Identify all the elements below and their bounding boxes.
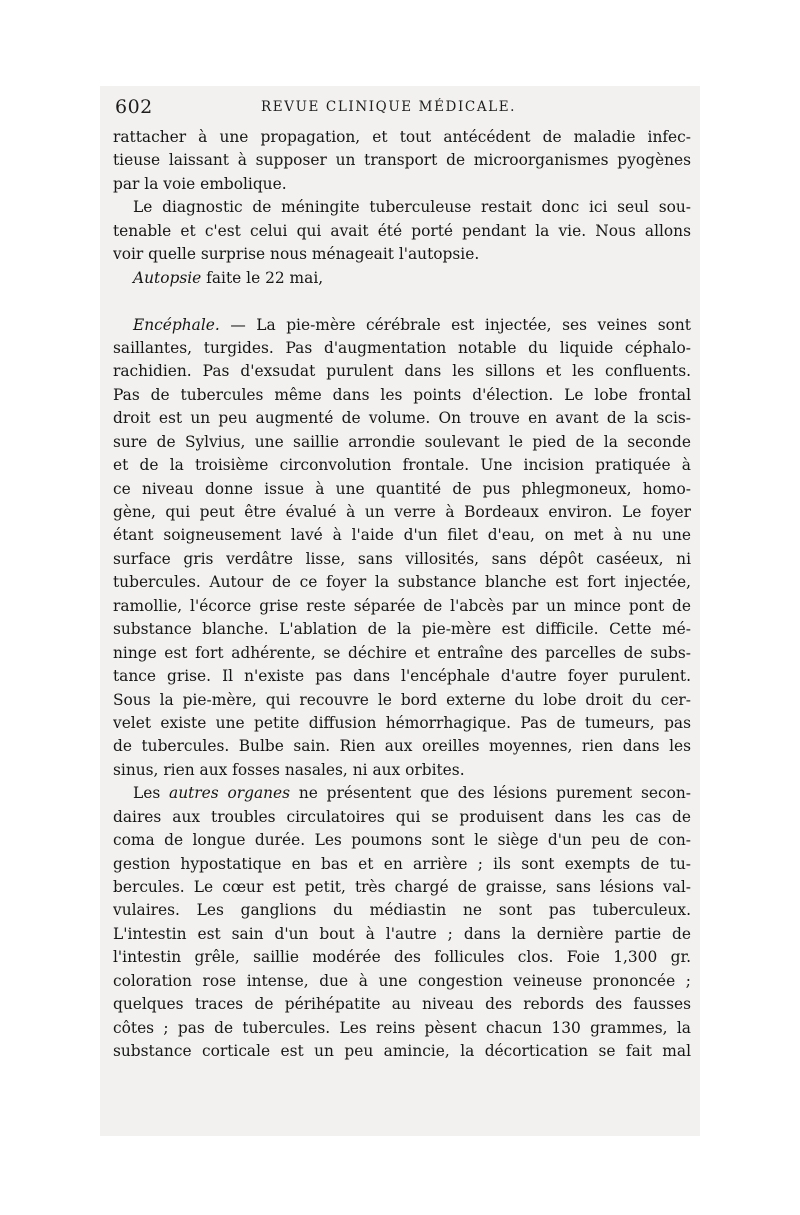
text-line: substance blanche. L'ablation de la pie-mère est difficile. Cette mé-	[113, 620, 691, 639]
body-text	[113, 126, 691, 1064]
page-number: 602	[115, 96, 153, 118]
text-line: saillantes, turgides. Pas d'augmentation notable du liquide céphalo-	[113, 338, 691, 357]
text-line: voir quelle surprise nous ménageait l'autopsie.	[113, 245, 480, 264]
text-line: surface gris verdâtre lisse, sans villosités, sans dépôt caséeux, ni	[113, 549, 691, 568]
text-line: ramollie, l'écorce grise reste séparée de l'abcès par un mince pont de	[113, 596, 691, 615]
running-header	[115, 96, 687, 120]
text-line: de tubercules. Bulbe sain. Rien aux oreilles moyennes, rien dans les	[113, 737, 691, 756]
text-line: quelques traces de périhépatite au niveau des rebords des fausses	[113, 995, 691, 1014]
encephale-text: — La pie-mère cérébrale est injectée, ses veines sont	[230, 315, 691, 334]
text-line: rattacher à une propagation, et tout antécédent de maladie infec-	[113, 128, 691, 146]
encephale-line	[113, 314, 691, 337]
text-line: Pas de tubercules même dans les points d'élection. Le lobe frontal	[113, 385, 691, 404]
text-line: bercules. Le cœur est petit, très chargé de graisse, sans lésions val-	[113, 878, 691, 896]
text-line: droit est un peu augmenté de volume. On trouve en avant de la scis-	[113, 409, 691, 428]
text-line: velet existe une petite diffusion hémorrhagique. Pas de tumeurs, pas	[113, 713, 691, 732]
text-line: rachidien. Pas d'exsudat purulent dans les sillons et les confluents.	[113, 362, 691, 381]
text-line: gestion hypostatique en bas et en arrière ; ils sont exempts de tu-	[113, 854, 691, 873]
text-line: gène, qui peut être évalué à un verre à Bordeaux environ. Le foyer	[113, 503, 691, 521]
text-line: sure de Sylvius, une saillie arrondie soulevant le pied de la seconde	[113, 432, 691, 451]
text-line: ninge est fort adhérente, se déchire et entraîne des parcelles de subs-	[113, 643, 691, 662]
text-line: tubercules. Autour de ce foyer la substance blanche est fort injectée,	[113, 573, 691, 592]
text-line: vulaires. Les ganglions du médiastin ne sont pas tuberculeux.	[113, 901, 691, 920]
organs-label: autres organes	[169, 784, 291, 803]
text-line: étant soigneusement lavé à l'aide d'un filet d'eau, on met à nu une	[113, 526, 691, 545]
text-line: par la voie embolique.	[113, 174, 287, 193]
organs-lead: Les	[133, 784, 161, 803]
text-line: L'intestin est sain d'un bout à l'autre ; dans la dernière partie de	[113, 924, 691, 943]
running-title: REVUE CLINIQUE MÉDICALE.	[261, 99, 517, 115]
text-line: tenable et c'est celui qui avait été porté pendant la vie. Nous allons	[113, 221, 691, 240]
text-line: substance corticale est un peu amincie, la décortication se fait mal	[113, 1042, 691, 1061]
text-line: coloration rose intense, due à une congestion veineuse prononcée ;	[113, 971, 691, 990]
text-line: sinus, rien aux fosses nasales, ni aux orbites.	[113, 760, 465, 779]
text-line: Sous la pie-mère, qui recouvre le bord externe du lobe droit du cer-	[113, 690, 691, 709]
organs-line	[113, 782, 691, 805]
paragraph-gap	[113, 290, 691, 313]
text-line: et de la troisième circonvolution frontale. Une incision pratiquée à	[113, 456, 691, 475]
text-line: côtes ; pas de tubercules. Les reins pèsent chacun 130 grammes, la	[113, 1018, 691, 1037]
autopsy-date: faite le 22 mai,	[206, 268, 324, 287]
text-line: tance grise. Il n'existe pas dans l'encéphale d'autre foyer purulent.	[113, 667, 691, 686]
organs-text: ne présentent que des lésions purement secon-	[298, 784, 691, 803]
autopsy-line	[113, 267, 691, 290]
text-line: Le diagnostic de méningite tuberculeuse restait donc ici seul sou-	[133, 198, 691, 217]
text-line: tieuse laissant à supposer un transport de microorganismes pyogènes	[113, 151, 691, 170]
text-line: daires aux troubles circulatoires qui se produisent dans les cas de	[113, 807, 691, 826]
autopsy-label: Autopsie	[133, 268, 202, 287]
text-line: coma de longue durée. Les poumons sont le siège d'un peu de con-	[113, 831, 691, 850]
text-line: ce niveau donne issue à une quantité de pus phlegmoneux, homo-	[113, 479, 691, 498]
text-line: l'intestin grêle, saillie modérée des follicules clos. Foie 1,300 gr.	[113, 948, 691, 967]
encephale-label: Encéphale.	[133, 315, 220, 334]
